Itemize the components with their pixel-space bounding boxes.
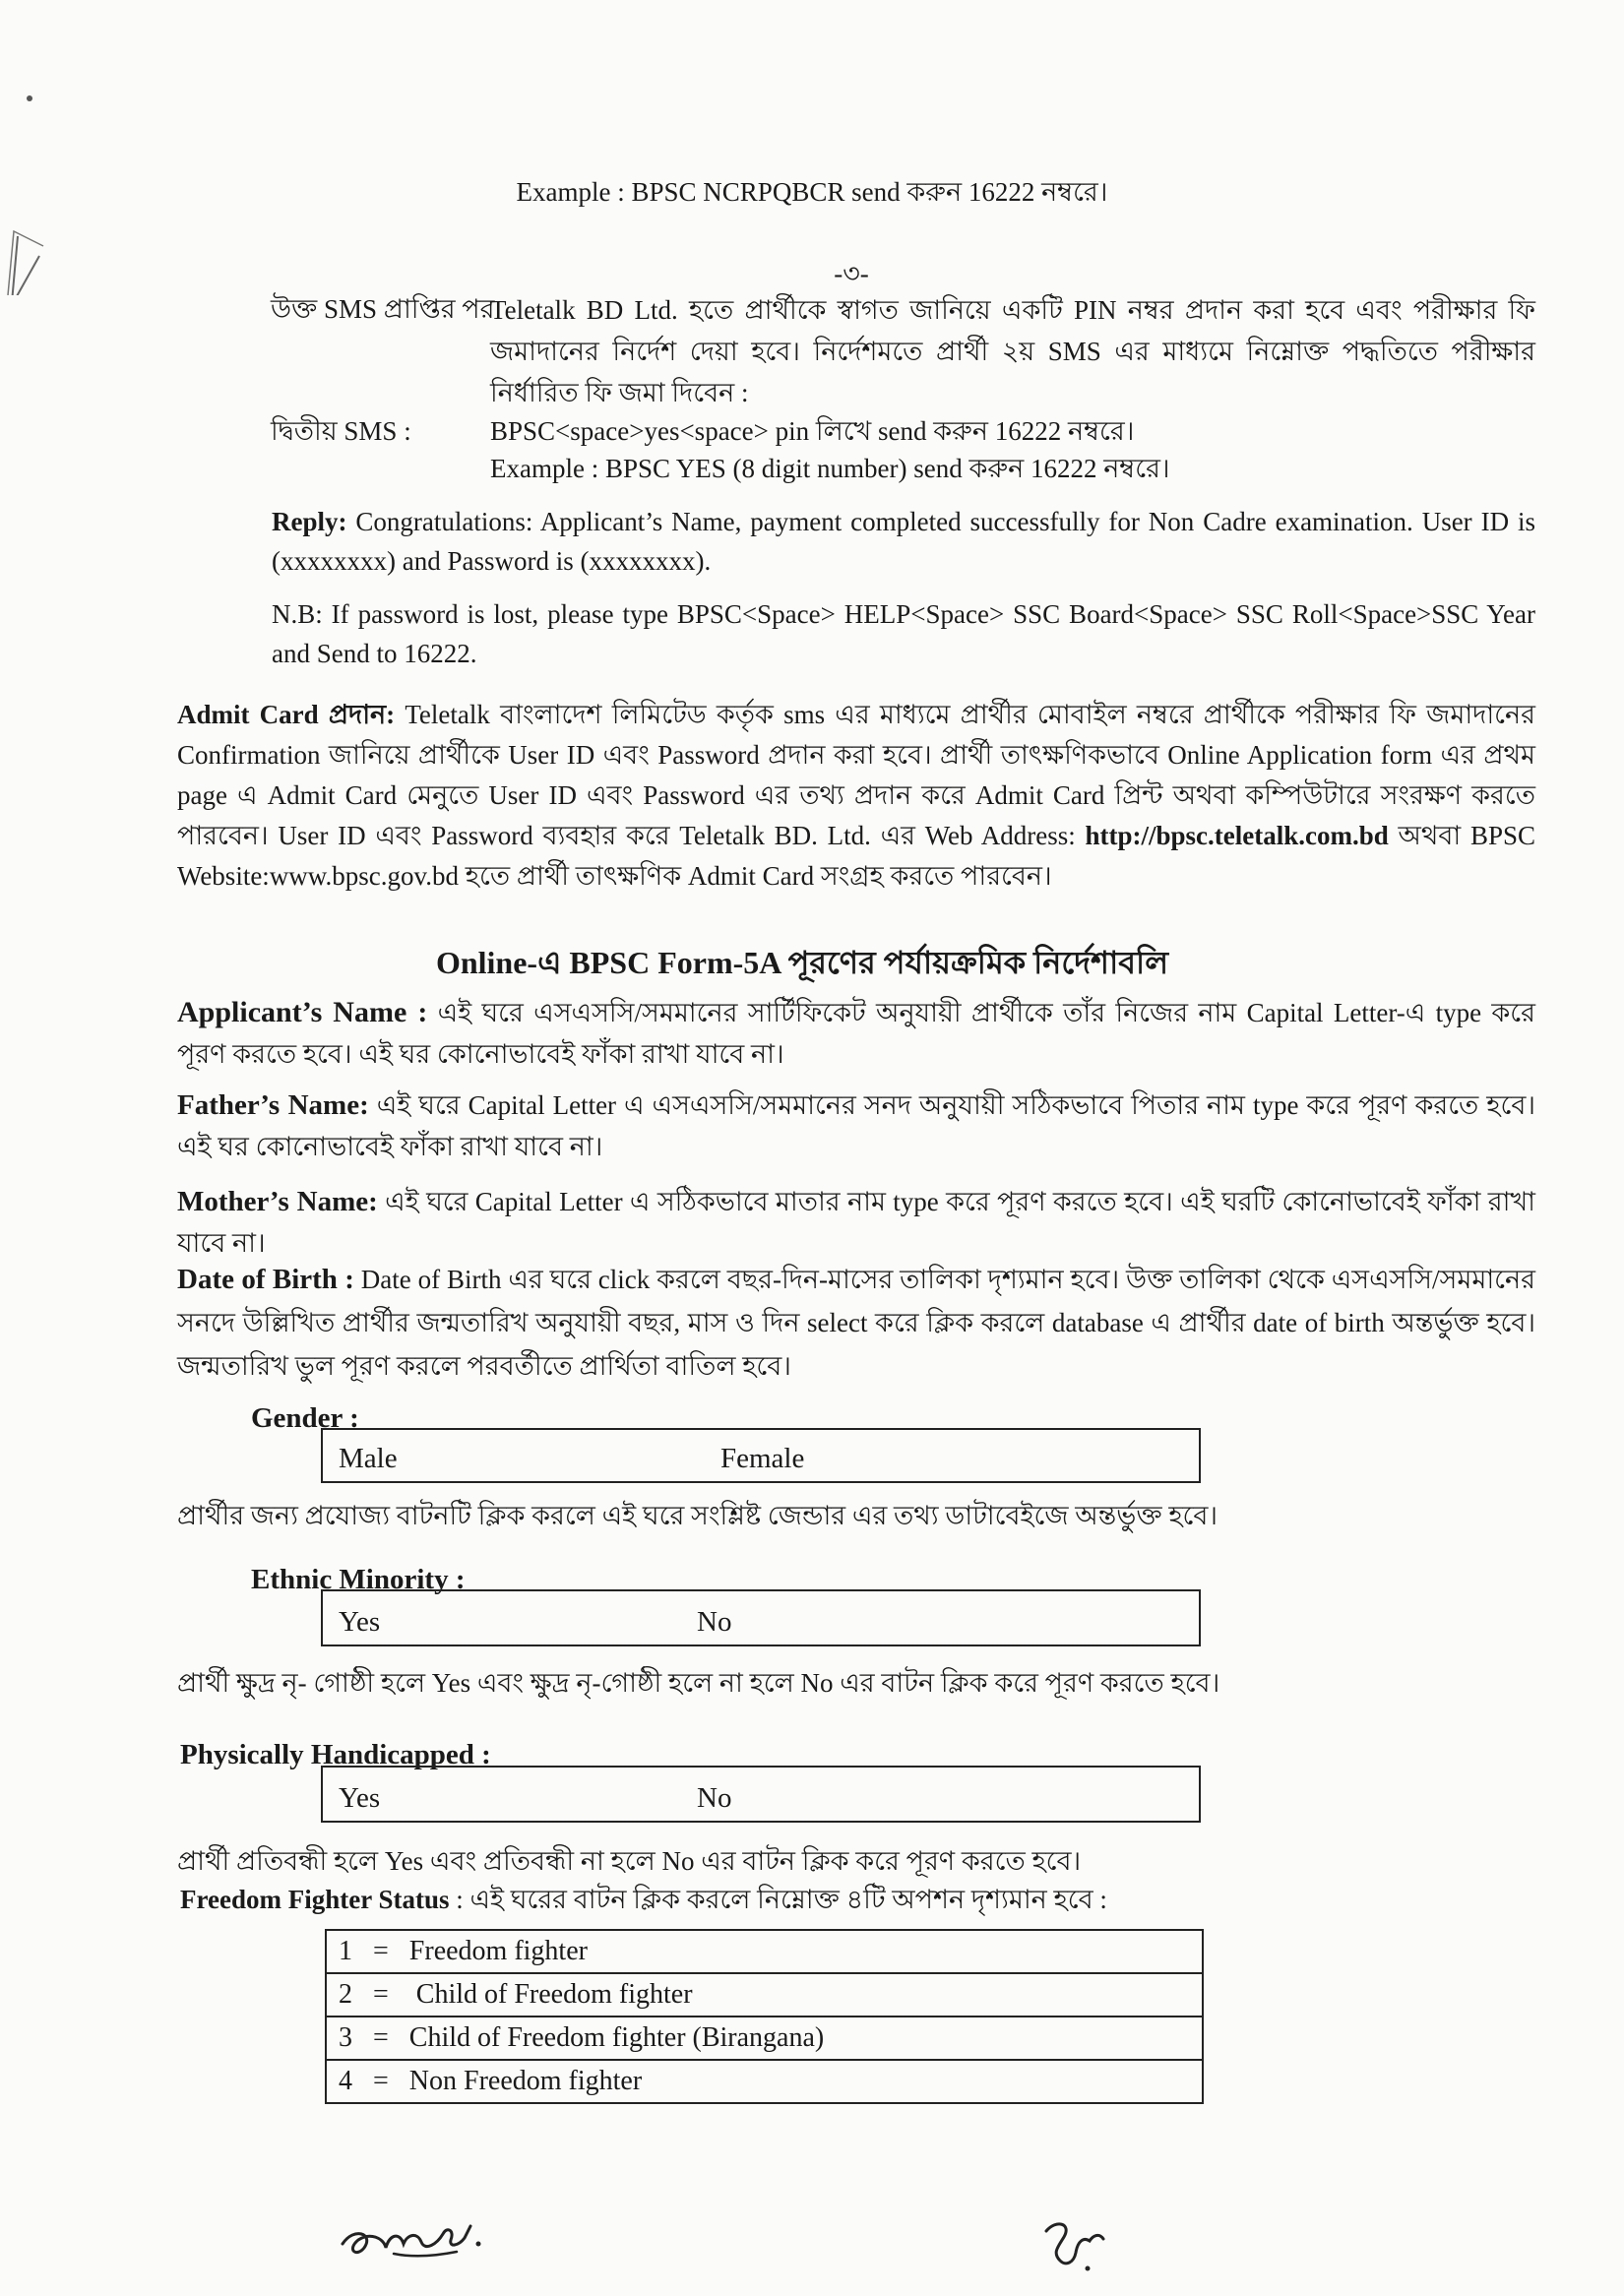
ethnic-option-no[interactable]: No — [697, 1606, 732, 1638]
option-equals: = — [373, 1936, 389, 1966]
freedom-fighter-label: Freedom Fighter Status — [180, 1885, 450, 1914]
gender-options-box — [321, 1428, 1201, 1483]
option-equals: = — [373, 1979, 389, 2010]
mother-name-label: Mother’s Name: — [177, 1186, 378, 1217]
handicapped-note: প্রার্থী প্রতিবন্ধী হলে Yes এবং প্রতিবন্ধী না হলে No এর বাটন ক্লিক করে পূরণ করতে হবে। — [177, 1846, 1082, 1876]
sms-intro-text — [490, 289, 1535, 413]
applicant-name-paragraph — [177, 992, 1535, 1075]
father-name-label: Father’s Name: — [177, 1089, 369, 1121]
page-number: -৩- — [834, 259, 869, 288]
handicapped-label: Physically Handicapped : — [180, 1739, 491, 1770]
freedom-fighter-text: : এই ঘরের বাটন ক্লিক করলে নিম্নোক্ত ৪টি অপশন দৃশ্যমান হবে : — [449, 1885, 1107, 1914]
gender-option-male[interactable]: Male — [339, 1443, 398, 1474]
nb-paragraph: N.B: If password is lost, please type BPSC<Space> HELP<Space> SSC Board<Space> SSC Roll<Space>SSC Year and Send to 16222. — [272, 599, 1535, 668]
reply-label: Reply: — [272, 507, 347, 536]
father-name-text: এই ঘরে Capital Letter এ এসএসসি/সমমানের সনদ অনুযায়ী সঠিকভাবে পিতার নাম type করে পূরণ করতে হবে। এই ঘর কোনোভাবেই ফাঁকা রাখা যাবে না। — [177, 1090, 1535, 1161]
option-label: Child of Freedom fighter — [408, 1979, 693, 2010]
father-name-paragraph — [177, 1085, 1535, 1167]
gender-note: প্রার্থীর জন্য প্রযোজ্য বাটনটি ক্লিক করলে এই ঘরে সংশ্লিষ্ট জেন্ডার এর তথ্য ডাটাবেইজে অন্তর্ভুক্ত হবে। — [177, 1501, 1218, 1530]
ethnic-option-yes[interactable]: Yes — [339, 1606, 381, 1638]
table-row[interactable] — [326, 2017, 1203, 2060]
example-line-1: Example : BPSC NCRPQBCR send করুন 16222 নম্বরে। — [516, 177, 1108, 207]
ethnic-options-box — [321, 1589, 1201, 1646]
signature-left — [335, 2204, 531, 2273]
option-number: 1 — [339, 1936, 352, 1966]
handicapped-options-box — [321, 1766, 1201, 1823]
table-row[interactable] — [326, 1930, 1203, 1973]
scan-edge-mark — [0, 59, 59, 295]
dob-paragraph — [177, 1258, 1535, 1388]
applicant-name-text: এই ঘরে এসএসসি/সমমানের সার্টিফিকেট অনুযায়ী প্রার্থীকে তাঁর নিজের নাম Capital Letter-এ type করে পূরণ করতে হবে। এই ঘর কোনোভাবেই ফাঁকা রাখা যাবে না। — [177, 998, 1535, 1069]
applicant-name-label: Applicant’s Name : — [177, 996, 428, 1028]
freedom-fighter-option-4[interactable] — [326, 2060, 1203, 2103]
option-equals: = — [373, 2022, 389, 2053]
handicapped-option-yes[interactable]: Yes — [339, 1782, 381, 1814]
admit-card-text-2: অথবা BPSC Website:www.bpsc.gov.bd হতে প্রার্থী তাৎক্ষণিক Admit Card সংগ্রহ করতে পারবেন। — [177, 821, 1535, 891]
dob-label: Date of Birth : — [177, 1264, 354, 1295]
ethnic-minority-note: প্রার্থী ক্ষুদ্র নৃ- গোষ্ঠী হলে Yes এবং ক্ষুদ্র নৃ-গোষ্ঠী হলে না হলে No এর বাটন ক্লিক করে পূরণ করতে হবে। — [177, 1668, 1220, 1698]
dob-text: Date of Birth এর ঘরে click করলে বছর-দিন-মাসের তালিকা দৃশ্যমান হবে। উক্ত তালিকা থেকে এসএসসি/সমমানের সনদে উল্লিখিত প্রার্থীর জন্মতারিখ অনুযায়ী বছর, মাস ও দিন select করে ক্লিক করলে database এ প্রার্থীর date of birth অন্তর্ভুক্ত হবে। জন্মতারিখ ভুল পূরণ করলে পরবর্তীতে প্রার্থিতা বাতিল হবে। — [177, 1265, 1535, 1381]
admit-card-text-1: Teletalk বাংলাদেশ লিমিটেড কর্তৃক sms এর মাধ্যমে প্রার্থীর মোবাইল নম্বরে প্রার্থীকে পরীক্ষার ফি জমাদানের Confirmation জানিয়ে প্রার্থীকে User ID এবং Password প্রদান করা হবে। প্রার্থী তাৎক্ষণিকভাবে Online Application form এর প্রথম page এ Admit Card মেনুতে User ID এবং Password এর তথ্য প্রদান করে Admit Card প্রিন্ট অথবা কম্পিউটারে সংরক্ষণ করতে পারবেন। User ID এবং Password ব্যবহার করে Teletalk BD. Ltd. এর Web Address: — [177, 700, 1535, 850]
gender-option-female[interactable]: Female — [720, 1443, 805, 1474]
second-sms-line-2: Example : BPSC YES (8 digit number) send করুন 16222 নম্বরে। — [490, 454, 1170, 483]
gender-label: Gender : — [251, 1402, 359, 1434]
option-number: 3 — [339, 2022, 352, 2053]
freedom-fighter-option-2[interactable] — [326, 1973, 1203, 2017]
table-row[interactable] — [326, 1973, 1203, 2017]
freedom-fighter-option-3[interactable] — [326, 2017, 1203, 2060]
option-label: Child of Freedom fighter (Birangana) — [408, 2022, 825, 2053]
sms-intro-body: Teletalk BD Ltd. হতে প্রার্থীকে স্বাগত জানিয়ে একটি PIN নম্বর প্রদান করা হবে এবং পরীক্ষার ফি জমাদানের নির্দেশ দেয়া হবে। নির্দেশমতে প্রার্থী ২য় SMS এর মাধ্যমে নিম্নোক্ত পদ্ধতিতে পরীক্ষার নির্ধারিত ফি জমা দিবেন : — [490, 295, 1535, 407]
sms-intro-label: উক্ত SMS প্রাপ্তির পর — [271, 294, 495, 324]
second-sms-label: দ্বিতীয় SMS : — [271, 416, 411, 446]
reply-paragraph — [272, 502, 1535, 581]
handicapped-option-no[interactable]: No — [697, 1782, 732, 1814]
freedom-fighter-options-table — [325, 1929, 1204, 2104]
freedom-fighter-option-1[interactable] — [326, 1930, 1203, 1973]
option-equals: = — [373, 2066, 389, 2096]
reply-text: Congratulations: Applicant’s Name, payment completed successfully for Non Cadre examination. User ID is (xxxxxxxx) and Password is (xxxxxxxx). — [272, 507, 1535, 576]
option-label: Freedom fighter — [408, 1936, 588, 1966]
option-number: 4 — [339, 2066, 352, 2096]
table-row[interactable] — [326, 2060, 1203, 2103]
admit-card-label: Admit Card প্রদান: — [177, 700, 396, 729]
section-title: Online-এ BPSC Form-5A পূরণের পর্যায়ক্রমিক নির্দেশাবলি — [435, 945, 1169, 980]
mother-name-text: এই ঘরে Capital Letter এ সঠিকভাবে মাতার নাম type করে পূরণ করতে হবে। এই ঘরটি কোনোভাবেই ফাঁকা রাখা যাবে না। — [177, 1187, 1535, 1258]
freedom-fighter-paragraph — [180, 1880, 1107, 1920]
option-number: 2 — [339, 1979, 352, 2010]
signature-right — [1038, 2209, 1127, 2278]
admit-card-url: http://bpsc.teletalk.com.bd — [1085, 821, 1389, 850]
ethnic-minority-label: Ethnic Minority : — [251, 1564, 466, 1595]
option-label: Non Freedom fighter — [408, 2066, 643, 2096]
second-sms-line-1: BPSC<space>yes<space> pin লিখে send করুন 16222 নম্বরে। — [490, 416, 1135, 446]
admit-card-paragraph — [177, 695, 1535, 897]
mother-name-paragraph — [177, 1181, 1535, 1264]
